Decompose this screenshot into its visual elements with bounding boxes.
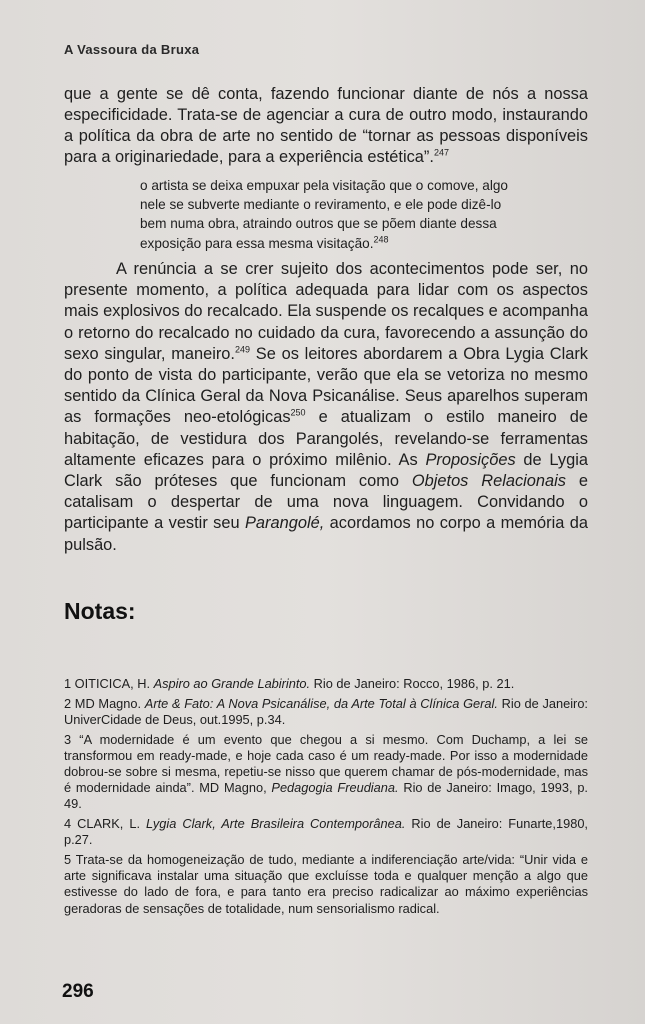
note-5 <box>64 852 588 917</box>
note-5-text: 5 Trata-se da homogeneização de tudo, mediante a indiferenciação arte/vida: “Unir vida e arte significava instalar uma situação que excluísse toda e qualquer menção a algo que estivesse do lado de fora, e para tanto era preciso radicalizar ao máximo experiências geradoras de sensações de totalidade, num sensorialismo radical. <box>64 852 588 916</box>
running-title: A Vassoura da Bruxa <box>64 42 200 57</box>
notes-list <box>64 676 588 920</box>
note-2-title: Arte & Fato: A Nova Psicanálise, da Arte Total à Clínica Geral. <box>144 695 498 711</box>
note-4-text: 4 CLARK, L. <box>64 816 146 832</box>
paragraph-2-text-2: Se os leitores abordarem a Obra Lygia Clark do ponto de vista do participante, verão que ela se vetoriza no mesmo sentido da Clínica Geral da Nova Psicanálise. Seus aparelhos superam as formações neo-etológicas <box>64 344 588 427</box>
block-quote-text: o artista se deixa empuxar pela visitação que o comove, algo nele se subverte mediante o reviramento, e ele pode dizê-lo bem numa obra, atraindo outros que se põem diante dessa exposição para essa mesma visitação. <box>140 178 508 251</box>
note-3 <box>64 732 588 813</box>
note-1 <box>64 676 588 692</box>
note-1-publisher: Rio de Janeiro: Rocco, 1986, p. 21. <box>310 676 515 691</box>
paragraph-2-text-6: acordamos no corpo a memória da pulsão. <box>64 514 588 554</box>
paragraph-2-text-5: e catalisam o despertar de uma nova linguagem. Convidando o participante a vestir seu <box>64 472 588 533</box>
paragraph-2-text-4: de Lygia Clark são próteses que funcionam como <box>64 450 588 491</box>
block-quote <box>140 176 518 253</box>
italic-parangole: Parangolé, <box>244 514 325 533</box>
footnote-ref-249: 249 <box>234 344 251 355</box>
note-3-publisher: Rio de Janeiro: Imago, 1993, p. 49. <box>64 780 588 812</box>
paragraph-1 <box>64 84 588 168</box>
paragraph-1-text: que a gente se dê conta, fazendo funcionar diante de nós a nossa especificidade. Trata-se de agenciar a cura de outro modo, instaurando a política da obra de arte no sentido de “tornar as pessoas disponíveis para a originariedade, para a experiência estética”. <box>64 85 588 166</box>
note-2 <box>64 696 588 728</box>
note-3-title: Pedagogia Freudiana. <box>271 780 399 796</box>
note-4-title: Lygia Clark, Arte Brasileira Contemporânea. <box>145 816 406 832</box>
footnote-ref-250: 250 <box>290 407 306 418</box>
note-2-text: 2 MD Magno. <box>64 695 145 711</box>
note-4 <box>64 816 588 848</box>
paragraph-2-text-3: e atualizam o estilo maneiro de habitação, de vestidura dos Parangolés, revelando-se ferramentas altamente eficazes para o próximo milênio. As <box>64 408 588 469</box>
paragraph-2-text-1: A renúncia a se crer sujeito dos acontecimentos pode ser, no presente momento, a política adequada para lidar com os aspectos mais explosivos do recalcado. Ela suspende os recalques e acompanha o retorno do recalcado no cuidado da cura, favorecendo a assunção do sexo singular, maneiro. <box>64 260 588 363</box>
note-4-publisher: Rio de Janeiro: Funarte,1980, p.27. <box>64 816 588 848</box>
paragraph-2 <box>64 259 588 556</box>
notes-heading: Notas: <box>64 598 136 624</box>
page-number: 296 <box>62 981 94 1002</box>
footnote-ref-247: 247 <box>433 147 449 158</box>
note-1-text: 1 OITICICA, H. <box>64 676 154 691</box>
footnote-ref-248: 248 <box>373 234 389 245</box>
italic-objetos-relacionais: Objetos Relacionais <box>411 472 566 491</box>
note-1-title: Aspiro ao Grande Labirinto. <box>153 676 311 691</box>
note-3-text: 3 “A modernidade é um evento que chegou a si mesmo. Com Duchamp, a lei se transformou em ready-made, e hoje cada caso é um ready-made. Por isso a modernidade dobrou-se sobre si mesma, repetiu-se nisso que querem chamar de pós-modernidade, mas é modernidade ainda”. MD Magno, <box>64 731 588 796</box>
italic-proposicoes: Proposições <box>425 450 516 469</box>
note-2-publisher: Rio de Janeiro: UniverCidade de Deus, out.1995, p.34. <box>64 695 588 727</box>
